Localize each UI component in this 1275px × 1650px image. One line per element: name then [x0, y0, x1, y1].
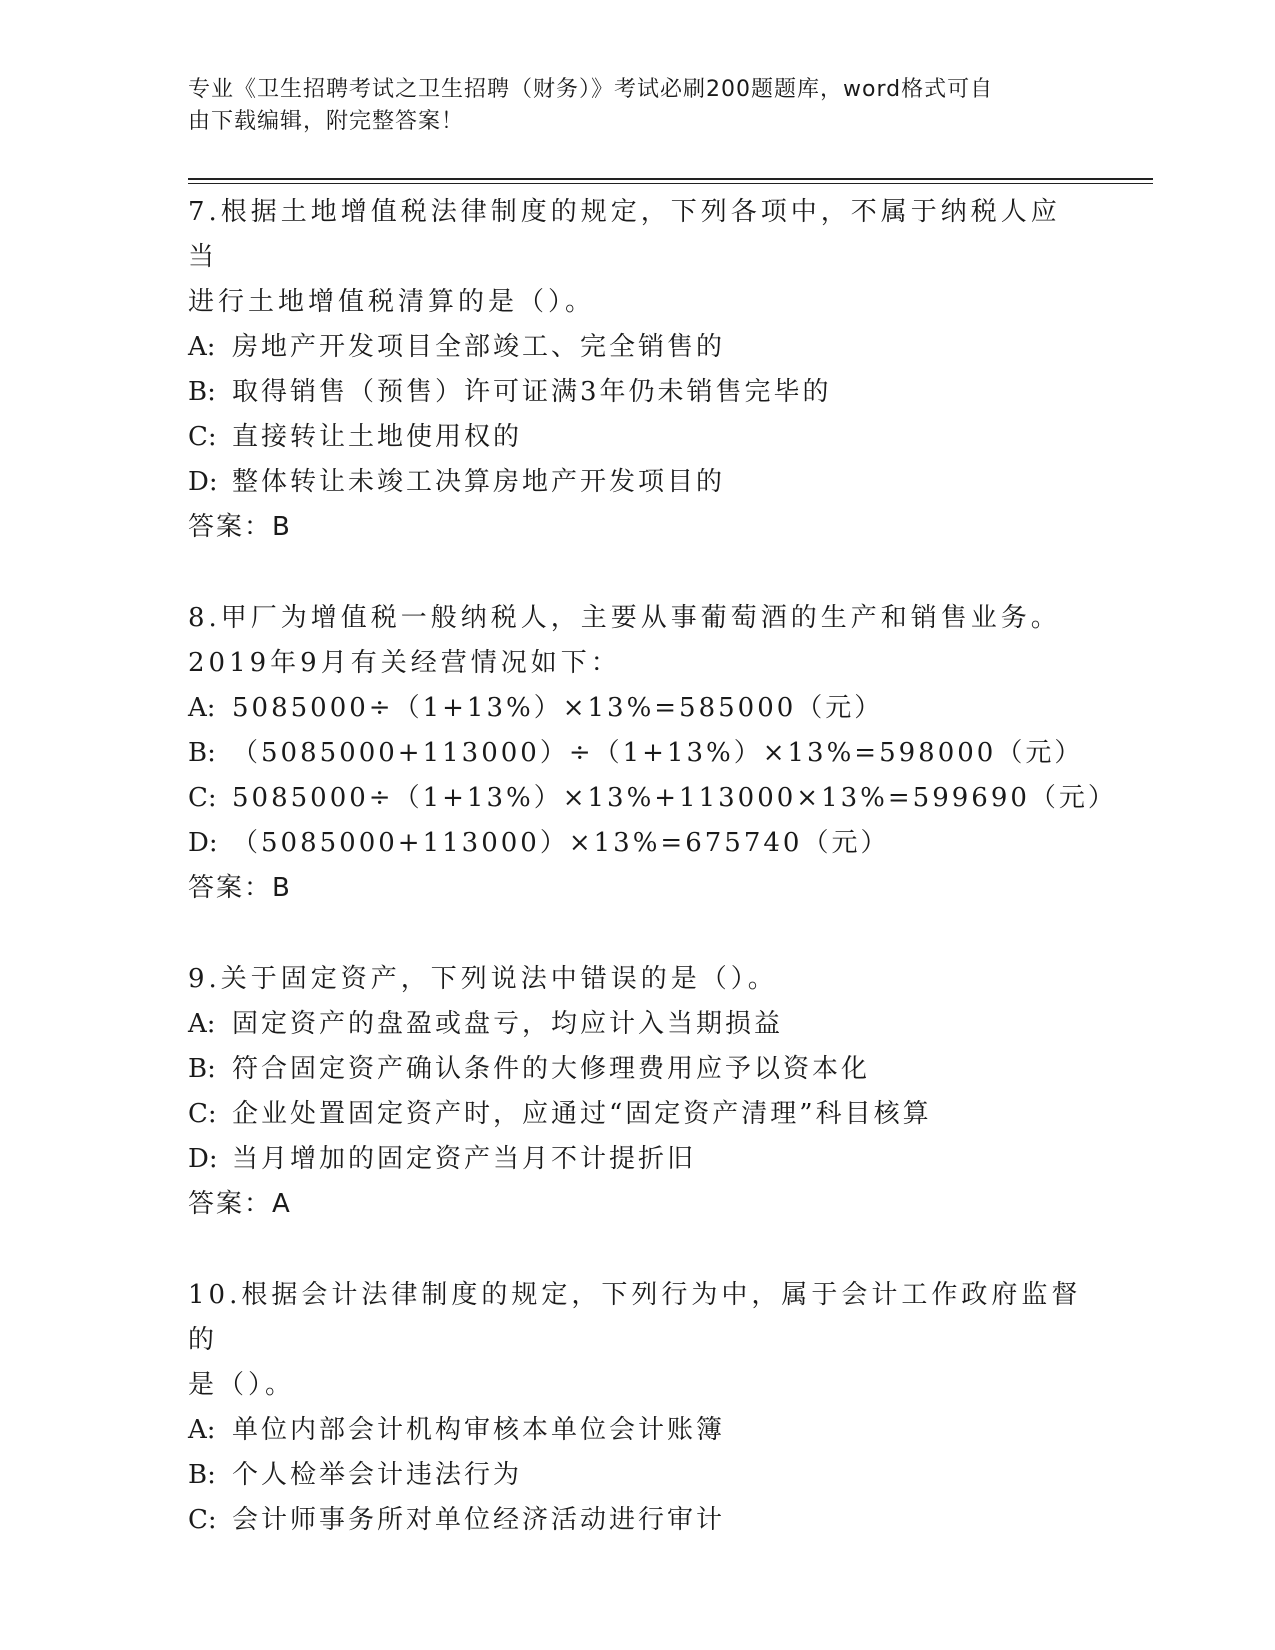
question-9	[188, 957, 1088, 1227]
question-stem: 10.根据会计法律制度的规定，下列行为中，属于会计工作政府监督的	[188, 1280, 1082, 1355]
question-stem: 7.根据土地增值税法律制度的规定，下列各项中，不属于纳税人应当	[188, 197, 1061, 272]
question-stem: 8.甲厂为增值税一般纳税人，主要从事葡萄酒的生产和销售业务。	[188, 603, 1061, 633]
option-text: （5085000+113000）×13%=675740（元）	[232, 828, 890, 858]
option-d	[188, 821, 1088, 866]
question-stem-continued: 2019年9月有关经营情况如下：	[188, 648, 621, 678]
option-a	[188, 1002, 1088, 1047]
option-letter: C:	[188, 783, 217, 813]
header-divider-thin	[188, 183, 1153, 184]
question-8	[188, 596, 1117, 911]
option-a	[188, 325, 1088, 370]
option-c	[188, 1498, 1088, 1543]
option-a	[188, 1408, 1088, 1453]
option-d	[188, 1137, 1088, 1182]
header-divider-thick	[188, 178, 1153, 180]
header-line-1: 专业《卫生招聘考试之卫生招聘（财务）》考试必刷200题题库，word格式可自	[188, 77, 994, 102]
option-text: 符合固定资产确认条件的大修理费用应予以资本化	[232, 1054, 871, 1084]
answer-line: 答案：B	[188, 873, 292, 903]
option-text: 个人检举会计违法行为	[232, 1460, 523, 1490]
option-letter: A:	[188, 1415, 216, 1445]
option-letter: C:	[188, 422, 217, 452]
option-text: 整体转让未竣工决算房地产开发项目的	[232, 467, 726, 497]
spacer	[188, 1227, 1088, 1273]
option-letter: B:	[188, 377, 216, 407]
header-line-2: 由下载编辑，附完整答案！	[188, 109, 465, 134]
option-b	[188, 1047, 1088, 1092]
option-b	[188, 1453, 1088, 1498]
option-text: 固定资产的盘盈或盘亏，均应计入当期损益	[232, 1009, 784, 1039]
question-7	[188, 190, 1088, 550]
option-letter: C:	[188, 1099, 217, 1129]
answer-line: 答案：A	[188, 1189, 292, 1219]
option-letter: D:	[188, 828, 218, 858]
option-text: 当月增加的固定资产当月不计提折旧	[232, 1144, 697, 1174]
option-text: （5085000+113000）÷（1+13%）×13%=598000（元）	[232, 738, 1084, 768]
option-c	[188, 1092, 1088, 1137]
option-text: 5085000÷（1+13%）×13%+113000×13%=599690（元）	[232, 783, 1117, 813]
option-b	[188, 370, 1088, 415]
option-c	[188, 415, 1088, 460]
spacer	[188, 911, 1088, 957]
question-stem: 9.关于固定资产，下列说法中错误的是（）。	[188, 964, 778, 994]
question-stem-continued: 是（）。	[188, 1370, 296, 1400]
option-text: 直接转让土地使用权的	[232, 422, 523, 452]
option-text: 房地产开发项目全部竣工、完全销售的	[232, 332, 726, 362]
option-text: 会计师事务所对单位经济活动进行审计	[232, 1505, 726, 1535]
question-list	[188, 190, 1117, 1543]
option-c	[188, 776, 1117, 821]
option-letter: B:	[188, 1054, 216, 1084]
option-b	[188, 731, 1088, 776]
document-header	[188, 74, 1068, 138]
option-letter: D:	[188, 467, 218, 497]
option-letter: D:	[188, 1144, 218, 1174]
option-text: 单位内部会计机构审核本单位会计账簿	[232, 1415, 726, 1445]
option-letter: A:	[188, 332, 216, 362]
option-text: 取得销售（预售）许可证满3年仍未销售完毕的	[232, 377, 832, 407]
option-letter: A:	[188, 1009, 216, 1039]
option-text: 企业处置固定资产时，应通过“固定资产清理”科目核算	[232, 1099, 932, 1129]
option-a	[188, 686, 1088, 731]
question-stem-continued: 进行土地增值税清算的是（）。	[188, 287, 596, 317]
answer-line: 答案：B	[188, 512, 292, 542]
option-letter: B:	[188, 1460, 216, 1490]
option-letter: B:	[188, 738, 216, 768]
option-letter: A:	[188, 693, 216, 723]
question-10	[188, 1273, 1088, 1543]
spacer	[188, 550, 1088, 596]
option-d	[188, 460, 1088, 505]
option-text: 5085000÷（1+13%）×13%=585000（元）	[232, 693, 884, 723]
option-letter: C:	[188, 1505, 217, 1535]
